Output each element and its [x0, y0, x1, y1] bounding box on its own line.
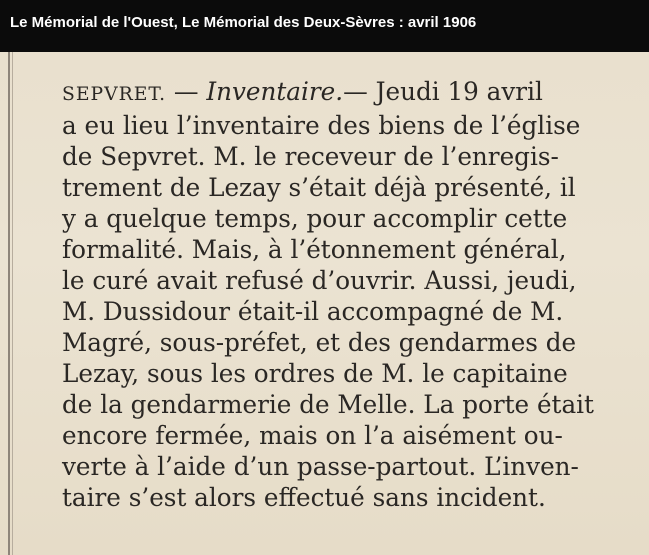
column-rule: [8, 52, 10, 555]
article-lead-rest: — Jeudi 19 avril: [343, 77, 543, 106]
newspaper-clipping: [0, 52, 649, 555]
article-line: y a quelque temps, pour accomplir cette: [62, 204, 568, 233]
article-lead-dash: —: [166, 77, 207, 106]
article-text: [62, 76, 642, 513]
article-line: taire s’est alors effectué sans incident.: [62, 483, 546, 512]
column-rule-inner: [12, 52, 13, 555]
article-topic: Inventaire.: [206, 77, 344, 106]
article-line: de Sepvret. M. le receveur de l’enregis-: [62, 142, 559, 171]
article-line: le curé avait refusé d’ouvrir. Aussi, jeudi,: [62, 266, 577, 295]
article-line: trement de Lezay s’était déjà présenté, il: [62, 173, 576, 202]
window-header: [0, 0, 649, 52]
article-line: formalité. Mais, à l’étonnement général,: [62, 235, 567, 264]
article-line: de la gendarmerie de Melle. La porte était: [62, 390, 594, 419]
window-title: Le Mémorial de l'Ouest, Le Mémorial des Deux-Sèvres : avril 1906: [10, 14, 477, 31]
article-line: Magré, sous-préfet, et des gendarmes de: [62, 328, 577, 357]
article-place: SEPVRET.: [62, 83, 167, 105]
article-line: verte à l’aide d’un passe-partout. L’inven-: [62, 452, 579, 481]
article-line: M. Dussidour était-il accompagné de M.: [62, 297, 564, 326]
article-line: a eu lieu l’inventaire des biens de l’église: [62, 111, 581, 140]
article-lead-line: [62, 76, 634, 110]
article-line: encore fermée, mais on l’a aisément ou-: [62, 421, 563, 450]
article-line: Lezay, sous les ordres de M. le capitaine: [62, 359, 568, 388]
